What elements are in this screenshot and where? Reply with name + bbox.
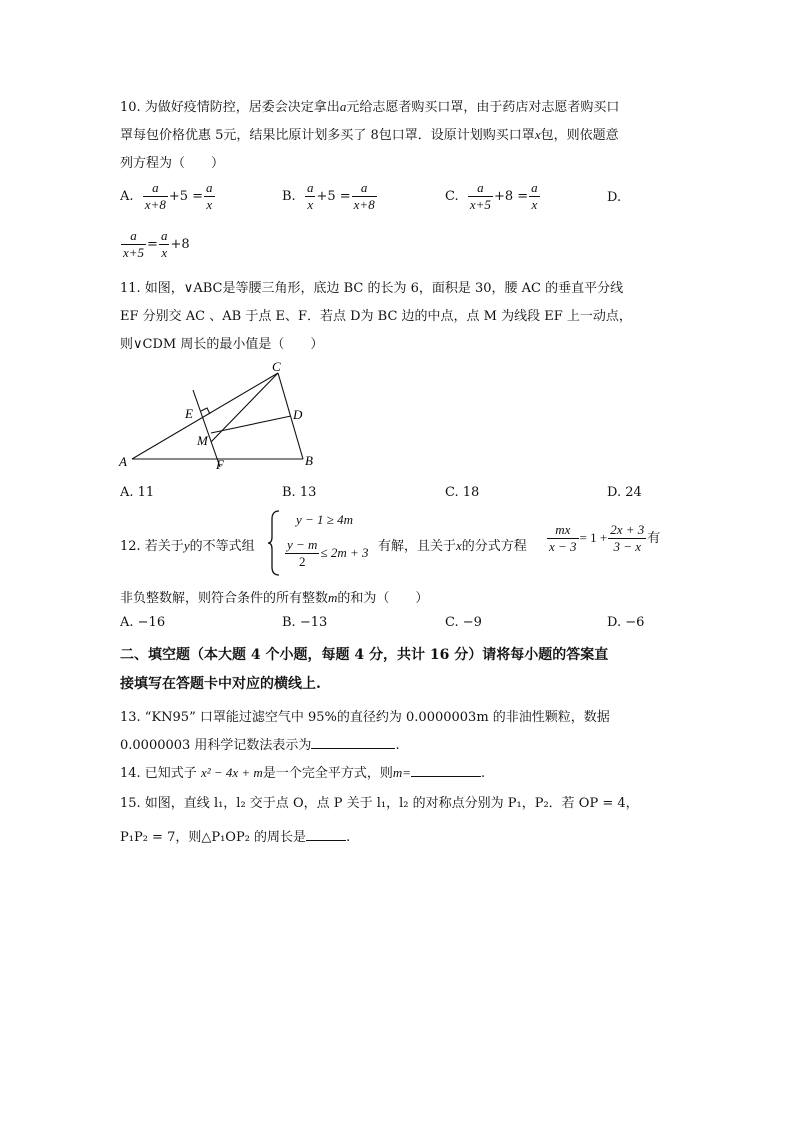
brace-icon [267, 509, 281, 577]
label-e: E [185, 406, 193, 421]
q12-option-d[interactable]: D. −6 [607, 615, 645, 630]
q11-option-a[interactable]: A. 11 [120, 485, 155, 500]
q11-option-d[interactable]: D. 24 [607, 485, 642, 500]
label-d: D [293, 407, 303, 422]
q11-line3: 则∨CDM 周长的最小值是（ ） [120, 337, 324, 352]
q10-option-c[interactable]: C. $\frac{a}{x+5}$ +8 = $\frac{a}{x}$ [445, 180, 538, 212]
q11-option-b[interactable]: B. 13 [282, 485, 317, 500]
q10-option-b[interactable]: B. $\frac{a}{x}$ +5 = $\frac{a}{x+8}$ [282, 180, 375, 212]
q12-option-b[interactable]: B. −13 [282, 615, 328, 630]
label-b: B [305, 453, 313, 468]
q12-middle: 有解，且关于x的分式方程 [378, 538, 527, 554]
fraction: $\frac{a}{x}$ [306, 180, 314, 212]
fraction: $\frac{a}{x+5}$ [469, 180, 491, 212]
section-heading: 二、填空题（本大题 4 个小题，每题 4 分，共计 16 分）请将每小题的答案直 [120, 647, 609, 663]
q12-inequality-2: $\frac{y - m}{2}$ ≤ 2m + 3 [287, 537, 369, 569]
fraction: $\frac{a}{x}$ [160, 228, 168, 260]
q11-line1: 11. 如图，∨ABC是等腰三角形，底边 BC 的长为 6，面积是 30，腰 AC 的垂直平分线 [120, 281, 624, 296]
answer-blank[interactable] [311, 736, 395, 749]
q10-option-a[interactable]: A. $\frac{a}{x+8}$ +5 = $\frac{a}{x}$ [120, 180, 213, 212]
q12-inequality-1: y − 1 ≥ 4m [296, 512, 354, 527]
section-heading-cont: 接填写在答题卡中对应的横线上. [120, 676, 321, 692]
q12-option-c[interactable]: C. −9 [445, 615, 482, 630]
q10-line3: 列方程为（ ） [120, 156, 225, 171]
q13-line1: 13. “KN95” 口罩能过滤空气中 95%的直径约为 0.0000003m 的非油性颗粒，数据 [120, 710, 610, 725]
q12-option-a[interactable]: A. −16 [120, 615, 166, 630]
q12-prefix: 12. 若关于y的不等式组 [120, 538, 255, 554]
q15-line1: 15. 如图，直线 l₁，l₂ 交于点 O，点 P 关于 l₁，l₂ 的对称点分别为 P₁，P₂．若 OP = 4， [120, 796, 639, 811]
fraction: $\frac{a}{x}$ [531, 180, 538, 212]
q11-option-c[interactable]: C. 18 [445, 485, 480, 500]
fraction: $\frac{a}{x+8}$ [144, 180, 166, 212]
q13-line2: 0.0000003 用科学记数法表示为 . [120, 738, 400, 753]
q10-line1: 10. 为做好疫情防控，居委会决定拿出a元给志愿者购买口罩，由于药店对志愿者购买口 [120, 99, 620, 115]
answer-blank[interactable] [411, 764, 481, 777]
triangle-figure [115, 355, 325, 475]
answer-blank[interactable] [306, 828, 346, 841]
label-m: M [197, 433, 208, 448]
q14-line: 14. 已知式子 x² − 4x + m是一个完全平方式，则m= . [120, 765, 486, 781]
fraction: $\frac{a}{x+5}$ [123, 228, 145, 260]
label-c: C [272, 359, 281, 374]
q11-line2: EF 分别交 AC 、AB 于点 E、F．若点 D为 BC 边的中点，点 M 为线段 EF 上一动点， [120, 309, 632, 324]
q12-line2: 非负整数解，则符合条件的所有整数m的和为（ ） [120, 590, 429, 606]
q10-option-d[interactable]: $\frac{a}{x+5}$ = $\frac{a}{x}$ +8 [123, 228, 190, 260]
q12-equation: $\frac{mx}{x - 3}$ = 1 + $\frac{2x + 3}{3 - x}$ 有 [549, 522, 661, 554]
fraction: $\frac{a}{x}$ [206, 180, 213, 212]
q10-line2: 罩每包价格优惠 5元，结果比原计划多买了 8包口罩．设原计划购买口罩x包，则依题意 [120, 127, 619, 143]
q10-option-d-label[interactable]: D. [607, 190, 622, 205]
fraction: $\frac{a}{x+8}$ [353, 180, 375, 212]
label-f: F [216, 457, 224, 472]
label-a: A [119, 454, 127, 469]
q15-line2: P₁P₂ = 7，则△P₁OP₂ 的周长是 . [120, 830, 351, 845]
